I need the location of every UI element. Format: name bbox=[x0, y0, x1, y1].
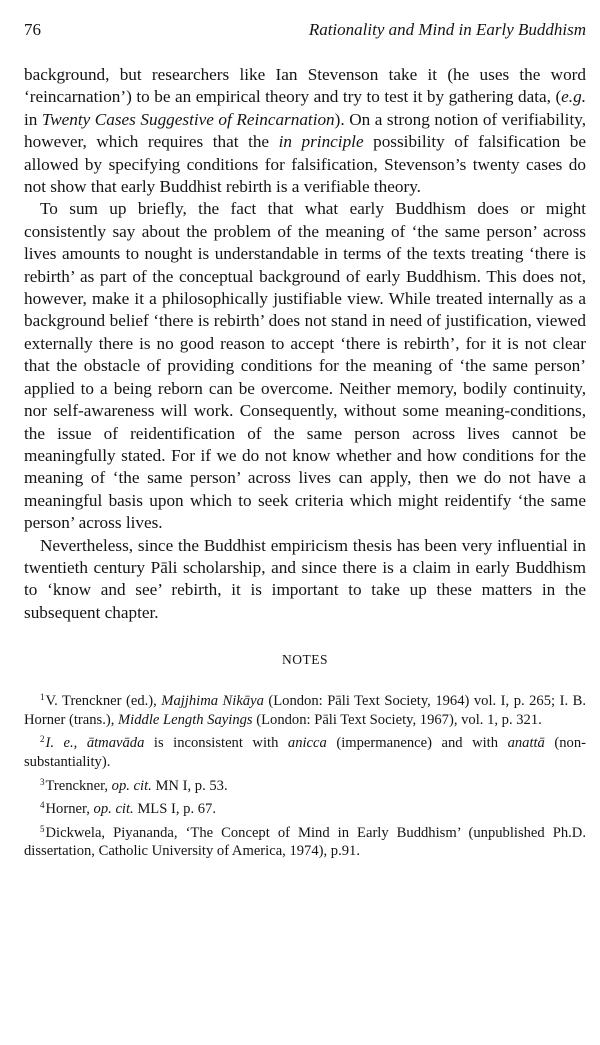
text-run: ). On a strong notion of verifiability, however, which requires that the bbox=[24, 109, 587, 152]
text-run: (impermanence) and with bbox=[326, 735, 508, 752]
italic-text: anicca bbox=[287, 735, 327, 752]
footnote-number: 3 bbox=[40, 776, 45, 787]
body-text bbox=[24, 64, 586, 624]
text-run: MLS I, p. 67. bbox=[133, 801, 216, 818]
text-run: To sum up briefly, the fact that what early Buddhism does or might consistently say about the problem of the meaning of ‘the same person’ across lives amounts to nought is understandable in terms of the texts treating ‘there is rebirth’ as part of the conceptual background of early Buddhism. This does not, however, make it a philosophically justifiable view. While treated internally as a background belief ‘there is rebirth’ does not stand in need of justification, viewed externally there is no good reason to accept ‘there is rebirth’, for it is not clear that the obstacle of providing conditions for the meaning of ‘the same person’ applied to a being reborn can be overcome. Neither memory, bodily continuity, nor self-awareness will work. Consequently, without some meaning-conditions, the issue of reidentification of the same person across lives cannot be meaningfully stated. For if we do not know whether and how conditions for the meaning of ‘the same person’ across lives can apply, then we do not have a meaningful basis upon which to seek criteria which might reidentify ‘the same person’ across lives. bbox=[24, 199, 586, 533]
text-run: Dickwela, Piyananda, ‘The Concept of Mind in Early Buddhism’ (unpublished Ph.D. dissertation, Catholic University of America, 1974), p.91. bbox=[24, 824, 586, 860]
body-paragraph bbox=[24, 198, 586, 534]
italic-text: Majjhima Nikāya bbox=[161, 693, 264, 710]
footnote-number: 4 bbox=[40, 800, 45, 811]
footnote bbox=[24, 688, 586, 729]
text-run: (non-substantiality). bbox=[24, 735, 586, 770]
italic-text: e.g. bbox=[561, 87, 586, 107]
footnote-number: 5 bbox=[40, 823, 45, 834]
running-title: Rationality and Mind in Early Buddhism bbox=[308, 20, 586, 39]
text-run: Horner, bbox=[45, 801, 94, 818]
italic-text: Middle Length Sayings bbox=[118, 711, 253, 728]
footnote bbox=[24, 773, 586, 796]
text-run: (London: Pāli Text Society, 1964) vol. I, p. 265; I. B. Horner (trans.), bbox=[24, 693, 586, 728]
page-number: 76 bbox=[24, 20, 41, 39]
footnote-number: 1 bbox=[40, 692, 45, 703]
footnote-number: 2 bbox=[40, 734, 45, 745]
body-paragraph bbox=[24, 64, 586, 198]
italic-text: Twenty Cases Suggestive of Reincarnation bbox=[41, 109, 335, 129]
text-run: Trenckner, bbox=[45, 777, 112, 794]
page-header bbox=[24, 20, 586, 46]
body-paragraph bbox=[24, 535, 586, 625]
footnote bbox=[24, 820, 586, 861]
book-page bbox=[24, 20, 586, 862]
footnote bbox=[24, 730, 586, 771]
italic-text: I. e., ātmavāda bbox=[45, 735, 145, 752]
text-run: MN I, p. 53. bbox=[151, 777, 228, 794]
text-run: background, but researchers like Ian Stevenson take it (he uses the word ‘reincarnation’) to be an empirical theory and try to test it by gathering data, ( bbox=[24, 65, 586, 107]
text-run: is inconsistent with bbox=[144, 735, 288, 752]
italic-text: op. cit. bbox=[93, 801, 134, 818]
notes-heading: NOTES bbox=[282, 652, 328, 668]
text-run: Nevertheless, since the Buddhist empiricism thesis has been very influential in twentieth century Pāli scholarship, and since there is a claim in early Buddhism to ‘know and see’ rebirth, it is important to take up these matters in the subsequent chapter. bbox=[24, 535, 586, 622]
italic-text: in principle bbox=[278, 132, 364, 152]
footnote bbox=[24, 796, 586, 819]
notes-list bbox=[24, 688, 586, 861]
text-run: V. Trenckner (ed.), bbox=[45, 693, 162, 710]
italic-text: op. cit. bbox=[111, 777, 152, 794]
text-run: in bbox=[24, 109, 42, 129]
text-run: (London: Pāli Text Society, 1967), vol. 1, p. 321. bbox=[252, 711, 542, 728]
italic-text: anattā bbox=[507, 735, 545, 752]
text-run: possibility of falsification be allowed by specifying conditions for falsification, Stevenson’s twenty cases do not show that early Buddhist rebirth is a verifiable theory. bbox=[24, 132, 586, 197]
